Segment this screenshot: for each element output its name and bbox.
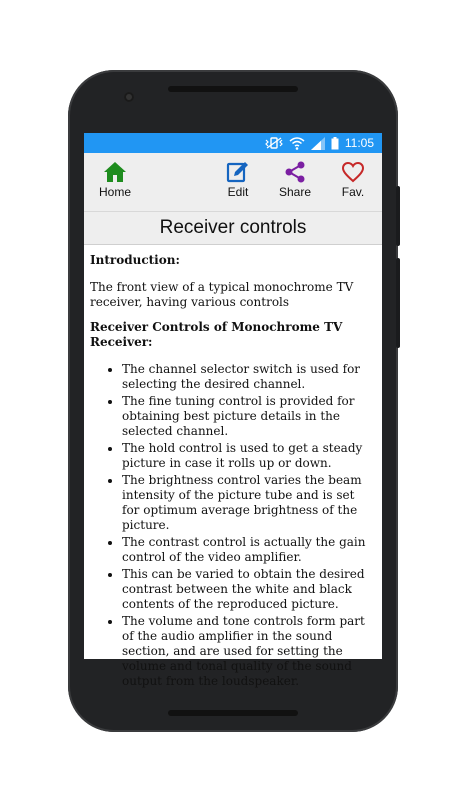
share-icon [283, 161, 307, 183]
edit-icon [226, 161, 250, 183]
battery-icon [331, 137, 339, 150]
app-toolbar [84, 153, 382, 212]
favorite-button[interactable] [328, 161, 378, 199]
edit-label: Edit [227, 185, 249, 199]
front-camera [124, 92, 134, 102]
status-bar [84, 133, 382, 153]
volume-rocker [396, 258, 400, 348]
page-title: Receiver controls [84, 212, 382, 245]
clock: 11:05 [344, 136, 374, 150]
intro-text: The front view of a typical monochrome TV receiver, having various controls [90, 280, 354, 309]
share-button[interactable] [270, 161, 320, 199]
earpiece-speaker [168, 86, 298, 92]
home-label: Home [98, 185, 131, 199]
power-button [396, 186, 400, 246]
vibrate-off-icon [265, 137, 283, 149]
list-item: • The volume and tone controls form part of the audio amplifier in the sound section, and are used for setting the volume and tonal quality of the sound output from the loudspeaker. [122, 614, 374, 689]
controls-list [90, 362, 374, 689]
section-heading: Receiver Controls of Monochrome TV Receiver: [90, 320, 343, 349]
share-label: Share [278, 185, 312, 199]
home-icon [103, 161, 127, 183]
list-item: • The fine tuning control is provided for obtaining best picture details in the selected channel. [122, 394, 374, 439]
favorite-label: Fav. [341, 185, 365, 199]
signal-icon [311, 137, 325, 150]
list-item: • This can be varied to obtain the desired contrast between the white and black contents of the reproduced picture. [122, 567, 374, 612]
list-item: • The brightness control varies the beam intensity of the picture tube and is set for optimum average brightness of the picture. [122, 473, 374, 533]
edit-button[interactable] [213, 161, 263, 199]
intro-heading: Introduction: [90, 253, 180, 267]
list-item: • The channel selector switch is used for selecting the desired channel. [122, 362, 374, 392]
wifi-icon [289, 137, 305, 150]
app-screen [84, 133, 382, 688]
heart-icon [341, 161, 365, 183]
list-item: • The hold control is used to get a steady picture in case it rolls up or down. [122, 441, 374, 471]
home-button[interactable] [90, 161, 140, 199]
bottom-speaker [168, 710, 298, 716]
article-content [84, 245, 382, 689]
list-item: • The contrast control is actually the gain control of the video amplifier. [122, 535, 374, 565]
